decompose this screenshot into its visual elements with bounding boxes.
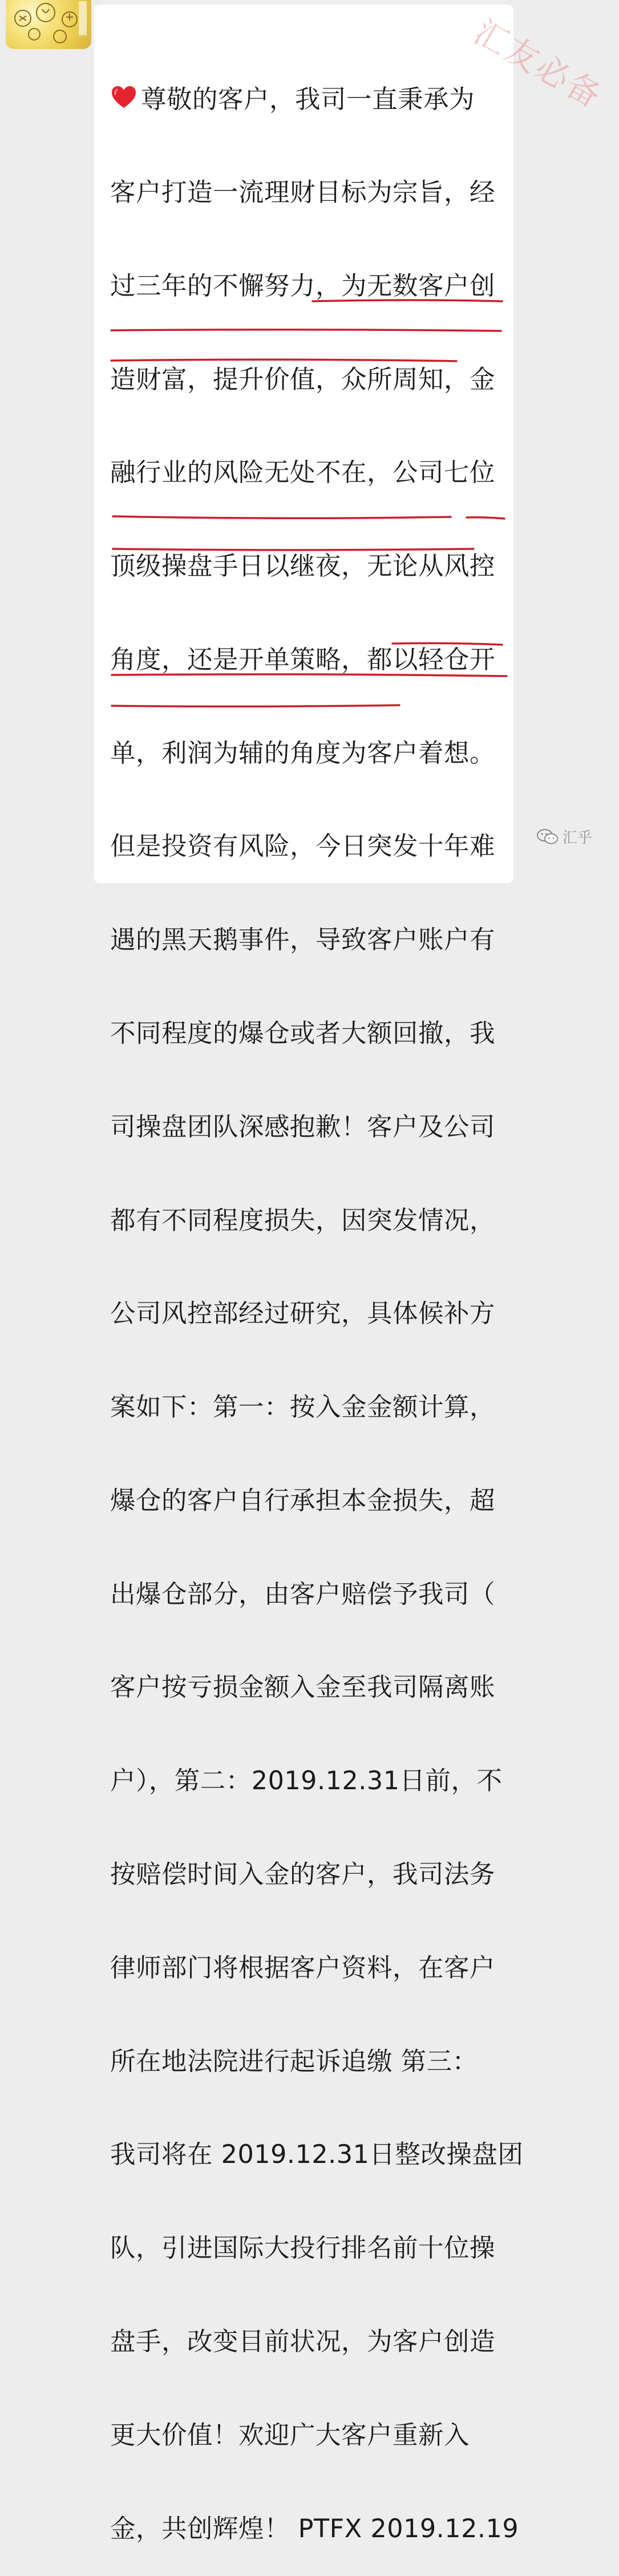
avatar-doodle-icon	[6, 0, 91, 49]
message-line: 但是投资有风险，今日突发十年难	[110, 832, 496, 862]
message-line: 律师部门将根据客户资料，在客户	[110, 1953, 496, 1983]
heart-icon	[110, 84, 137, 111]
message-line: 角度，还是开单策略，都以轻仓开	[110, 645, 496, 674]
message-line: 案如下：第一：按入金金额计算，	[110, 1393, 496, 1422]
message-line: 过三年的不懈努力，为无数客户创	[110, 271, 496, 301]
watermark-bottom-text: 汇乎	[563, 829, 593, 847]
message-line: 公司风控部经过研究，具体候补方	[110, 1299, 496, 1329]
message-line: 队，引进国际大投行排名前十位操	[110, 2234, 496, 2263]
message-line: 盘手，改变目前状况，为客户创造	[110, 2327, 496, 2356]
watermark-bottom	[536, 825, 592, 848]
message-line: 所在地法院进行起诉追缴 第三：	[110, 2047, 478, 2076]
message-line: 造财富，提升价值，众所周知，金	[110, 365, 496, 394]
message-text	[110, 22, 524, 2576]
watermark-top: 汇友必备	[467, 12, 610, 117]
sender-avatar[interactable]	[6, 0, 91, 49]
message-line: 单，利润为辅的角度为客户着想。	[110, 738, 496, 768]
message-line: 不同程度的爆仓或者大额回撤，我	[110, 1019, 496, 1048]
message-line: 户），第二：2019.12.31日前，不	[110, 1766, 503, 1796]
message-line: 爆仓的客户自行承担本金损失，超	[110, 1486, 496, 1515]
message-line: 金，共创辉煌！ PTFX 2019.12.19	[110, 2514, 519, 2543]
message-line: 客户打造一流理财目标为宗旨，经	[110, 177, 496, 207]
message-line: 出爆仓部分，由客户赔偿予我司（	[110, 1579, 496, 1609]
message-line: 司操盘团队深感抱歉！客户及公司	[110, 1112, 496, 1142]
wechat-icon	[536, 828, 559, 845]
message-line: 都有不同程度损失，因突发情况，	[110, 1206, 496, 1235]
message-line: 我司将在 2019.12.31日整改操盘团	[110, 2140, 524, 2170]
message-line: 按赔偿时间入金的客户，我司法务	[110, 1860, 496, 1890]
message-line: 遇的黑天鹅事件，导致客户账户有	[110, 925, 496, 955]
message-line: 顶级操盘手日以继夜，无论从风控	[110, 552, 496, 581]
message-line	[110, 84, 504, 115]
message-line: 客户按亏损金额入金至我司隔离账	[110, 1673, 496, 1702]
message-line-text: 尊敬的客户，我司一直秉承为	[141, 85, 475, 115]
message-line: 融行业的风险无处不在，公司七位	[110, 458, 496, 488]
message-line: 更大价值！欢迎广大客户重新入	[110, 2420, 470, 2450]
